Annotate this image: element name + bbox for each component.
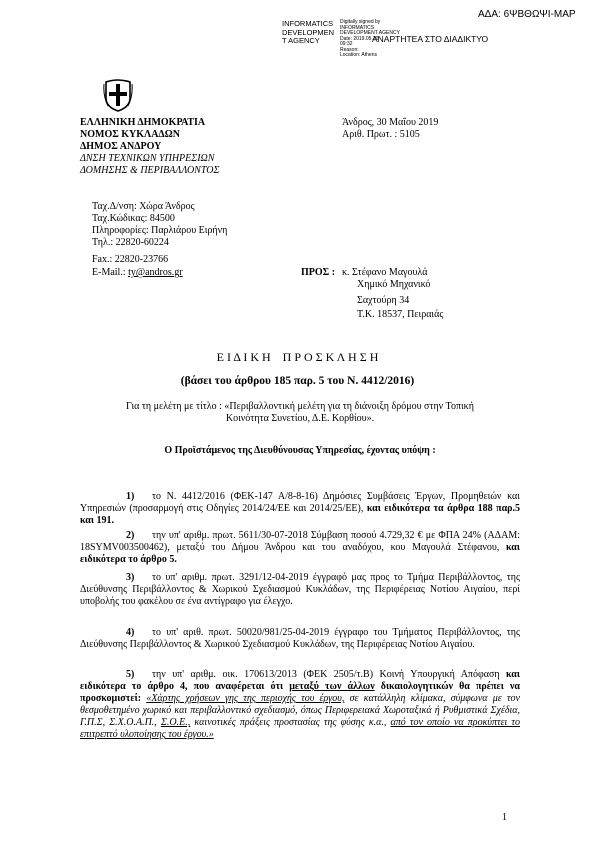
recipient-street: Σαχτούρη 34 xyxy=(357,295,410,306)
subject-line-2: Κοινότητα Συνετίου, Δ.Ε. Κορθίου». xyxy=(225,413,375,424)
stamp-line: DEVELOPMEN xyxy=(282,27,335,37)
item-bold-text: δικαιολογητικών θα πρέπει να προσκομιστεί: xyxy=(80,681,521,704)
list-item xyxy=(80,530,520,566)
item-text: το υπ' αριθμ. πρωτ. 3291/12-04-2019 έγγραφό μας προς το Τμήμα Περιβάλλοντος, της Διεύθυνσης Περιβάλλοντος & Χωρικού Σχεδιασμού Κυκλάδων, της Περιφέρειας Νοτίου Αιγαίου, περί υποβολής του φακέλου σε ένα αντίγραφο για έλεγχο. xyxy=(80,572,520,607)
stamp-tiny-line: 09:32 xyxy=(340,41,353,47)
place-date: Άνδρος, 30 Μαΐου 2019 xyxy=(342,117,439,128)
directorate-line-2: ΔΟΜΗΣΗΣ & ΠΕΡΙΒΑΛΛΟΝΤΟΣ xyxy=(80,165,220,176)
address-line: Ταχ.Δ/νση: Χώρα Άνδρος xyxy=(92,201,195,212)
item-number: 3) xyxy=(126,572,135,583)
ada-code: ΑΔΑ: 6ΨΒΘΩΨΙ-ΜΑΡ xyxy=(478,9,576,20)
item-italic-underlined-text: Σ.Ο.Ε., xyxy=(160,717,191,728)
stamp-tiny-line: Reason: xyxy=(340,46,359,53)
list-item xyxy=(80,491,520,527)
item-text: την υπ' αριθμ. πρωτ. 5611/30-07-2018 Σύμβαση ποσού 4.729,32 € με ΦΠΑ 24% (ΑΔΑΜ: 18SYMV003500462), μεταξύ του Δήμου Άνδρου και του αναδόχου, κου Μαγουλά Στέφανου, xyxy=(80,530,520,553)
stamp-tiny-line: INFORMATICS xyxy=(340,24,375,31)
recipient-name: κ. Στέφανο Μαγουλά xyxy=(342,267,428,278)
recipient-label: ΠΡΟΣ : xyxy=(301,267,336,278)
stamp-label: ΑΝΑΡΤΗΤΕΑ ΣΤΟ ΔΙΑΔΙΚΤΥΟ xyxy=(372,34,489,44)
item-number: 5) xyxy=(126,669,135,680)
item-bold-text: και ειδικότερα το άρθρο 4, που αναφέρεται ότι xyxy=(80,669,520,692)
list-item xyxy=(80,669,520,741)
stamp-tiny-line: DEVELOPMENT AGENCY xyxy=(340,30,400,36)
email-label: E-Mail.: xyxy=(92,267,129,278)
stamp-tiny-line: Location: Athens xyxy=(340,52,377,58)
postal-code-line: Ταχ.Κώδικας: 84500 xyxy=(92,213,175,224)
list-item xyxy=(80,627,520,651)
preamble: Ο Προϊστάμενος της Διευθύνουσας Υπηρεσίας, έχοντας υπόψη : xyxy=(164,445,436,456)
item-text: το υπ' αριθ. πρωτ. 50020/981/25-04-2019 έγγραφο του Τμήματος Περιβάλλοντος, της Διεύθυνσης Περιβάλλοντος & Χωρικού Σχεδιασμού Κυκλάδων, της Περιφέρειας Νοτίου Αιγαίου. xyxy=(80,627,520,650)
municipality-heading: ΔΗΜΟΣ ΑΝΔΡΟΥ xyxy=(80,141,162,152)
recipient-title: Χημικό Μηχανικό xyxy=(357,279,431,290)
stamp-tiny-line: Date: 2019.05.30 xyxy=(340,35,379,42)
item-number: 4) xyxy=(126,627,135,638)
email-line xyxy=(92,267,183,279)
item-bold-text: και ειδικότερα το άρθρο 5. xyxy=(80,542,520,565)
directorate-line-1: ΔΝΣΗ ΤΕΧΝΙΚΩΝ ΥΠΗΡΕΣΙΩΝ xyxy=(80,153,215,164)
item-italic-text: καινοτικές πράξεις προστασίας της φύσης κ.α., xyxy=(190,717,391,728)
item-number: 2) xyxy=(126,530,135,541)
stamp-line: T AGENCY xyxy=(282,36,320,45)
item-bold-text: και ειδικότερα τα άρθρα 188 παρ.5 και 191. xyxy=(80,503,521,526)
document-subtitle: (βάσει του άρθρου 185 παρ. 5 του Ν. 4412/2016) xyxy=(180,375,415,387)
email-link[interactable]: ty@andros.gr xyxy=(128,267,183,278)
prefecture-heading: ΝΟΜΟΣ ΚΥΚΛΑΔΩΝ xyxy=(80,129,180,140)
item-italic-underlined-text: από τον οποίο να προκύπτει το επιτρεπτό υλοποίησης του έργου.» xyxy=(80,717,520,740)
phone-line: Τηλ.: 22820-60224 xyxy=(92,237,169,248)
recipient-city: Τ.Κ. 18537, Πειραιάς xyxy=(357,309,444,320)
subject-line-1: Για τη μελέτη με τίτλο : «Περιβαλλοντική μελέτη για τη διάνοιξη δρόμου στην Τοπική xyxy=(126,401,474,412)
item-bold-underlined-text: μεταξύ των άλλων xyxy=(289,681,375,692)
item-text: το Ν. 4412/2016 (ΦΕΚ-147 Α/8-8-16) Δημόσιες Συμβάσεις Έργων, Προμηθειών και Υπηρεσιών (προσαρμογή στις Οδηγίες 2014/24/ΕΕ και 2014/25/ΕΕ), xyxy=(80,491,520,514)
stamp-line: INFORMATICS xyxy=(282,19,334,28)
item-text: την υπ' αριθμ. οικ. 170613/2013 (ΦΕΚ 2505/τ.Β) Κοινή Υπουργική Απόφαση xyxy=(152,669,507,680)
protocol-number: Αριθ. Πρωτ. : 5105 xyxy=(342,129,420,140)
item-italic-text: σε κατάλληλη κλίμακα, σύμφωνα με τον θεσμοθετημένο χωρικό και περιβαλλοντικό σχεδιασμό, όπως Περιφερειακά Χωροταξικά ή Ρυθμιστικά Σχέδια, Γ.Π.Σ, Σ.Χ.Ο.Α.Π., xyxy=(80,693,520,728)
list-item xyxy=(80,572,520,608)
greek-coat-of-arms-icon xyxy=(103,78,133,117)
republic-heading: ΕΛΛΗΝΙΚΗ ΔΗΜΟΚΡΑΤΙΑ xyxy=(80,117,206,128)
document-title: Ε Ι Δ Ι Κ Η Π Ρ Ο Σ Κ Λ Η Σ Η xyxy=(216,350,379,364)
page-number: 1 xyxy=(502,812,507,823)
info-line: Πληροφορίες: Παρλιάρου Ειρήνη xyxy=(92,225,228,236)
fax-line: Fax.: 22820-23766 xyxy=(92,254,169,265)
stamp-tiny-line: Digitally signed by xyxy=(340,19,381,25)
item-italic-underlined-text: «Χάρτης χρήσεων γης της περιοχής του έργου, xyxy=(146,693,345,704)
item-number: 1) xyxy=(126,491,135,502)
